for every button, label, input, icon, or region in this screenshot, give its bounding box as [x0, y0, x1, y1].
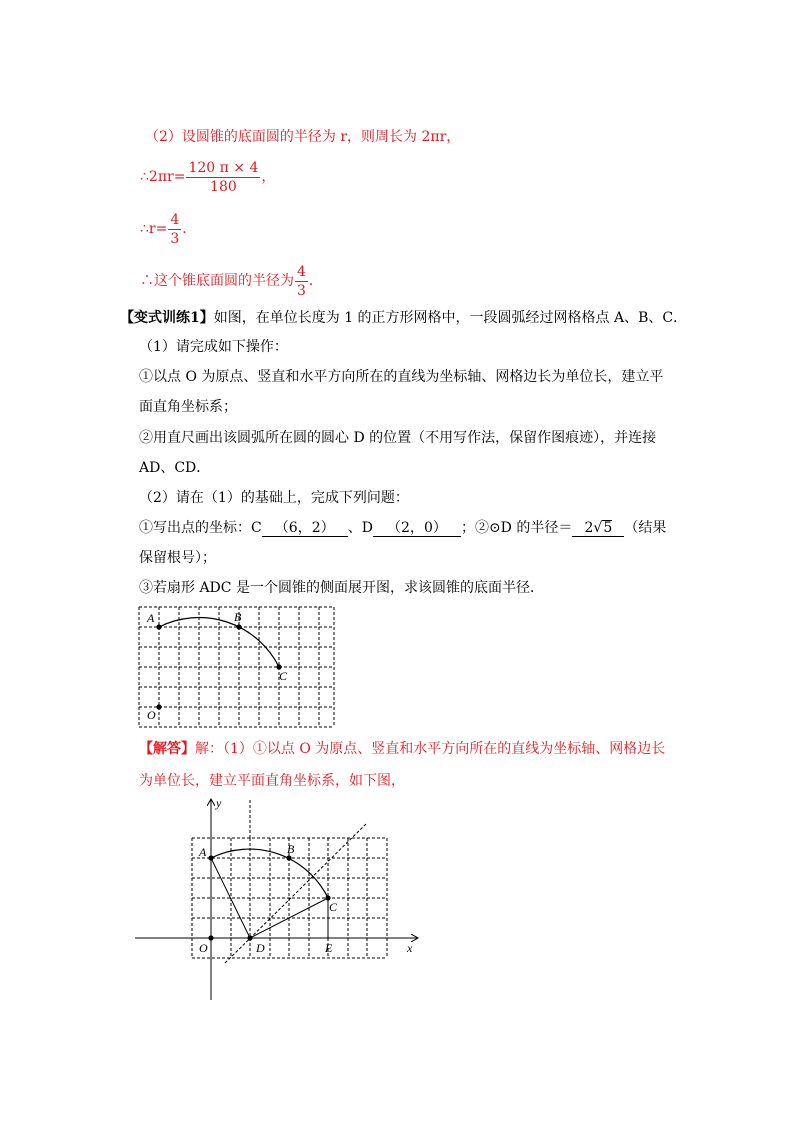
eq1-fraction [186, 159, 260, 196]
figure1-label-c: C [279, 669, 288, 683]
exercise-q2a-line1 [139, 518, 666, 538]
exercise-q1b-line1: ②用直尺画出该圆弧所在圆的圆心 D 的位置（不用写作法，保留作图痕迹），并连接 [139, 430, 657, 446]
conclusion-numerator: 4 [297, 263, 306, 280]
figure2-label-x: x [407, 941, 413, 955]
answer-line1-text: 解：（1）①以点 O 为原点、竖直和水平方向所在的直线为坐标轴、网格边长 [195, 741, 666, 757]
figure2-point-d [247, 935, 252, 940]
answer-radius [572, 520, 624, 537]
exercise-q1: （1）请完成如下操作： [139, 339, 288, 355]
conclusion-fraction [295, 263, 308, 300]
eq1-denominator: 180 [210, 178, 237, 195]
figure1-point-b [236, 624, 241, 629]
solution-eq1 [140, 158, 275, 196]
sqrt-sign-icon: √ [593, 520, 603, 536]
solution-part2-line1: （2）设圆锥的底面圆的半径为 r，则周长为 2πr， [145, 129, 461, 145]
answer-line1 [139, 739, 665, 759]
eq2-fraction [168, 211, 181, 248]
q2a-prefix: ①写出点的坐标：C [139, 520, 262, 536]
conclusion-denominator: 3 [297, 282, 306, 299]
figure1-point-o [156, 704, 161, 709]
figure2-point-b [286, 855, 291, 860]
figure2-label-e: E [325, 941, 333, 955]
exercise-q2: （2）请在（1）的基础上，完成下列问题： [139, 490, 409, 506]
exercise-q2b: ③若扇形 ADC 是一个圆锥的侧面展开图，求该圆锥的底面半径． [139, 580, 544, 596]
conclusion-suffix: ． [308, 273, 323, 289]
exercise-q1b-line2: AD、CD． [139, 460, 211, 476]
figure2-grid [192, 800, 387, 963]
radius-coefficient: 2 [584, 520, 594, 536]
answer-d-coordinate: （2，0） [373, 520, 461, 537]
figure1-label-o: O [147, 708, 156, 722]
answer-c-coordinate: （6，2） [262, 520, 348, 537]
eq1-prefix: ∴2πr= [140, 169, 186, 185]
exercise-tag: 【变式训练1】 [120, 310, 214, 326]
answer-line2: 为单位长，建立平面直角坐标系，如下图， [139, 773, 405, 789]
grid-figure-2 [135, 795, 430, 1005]
figure2-label-y: y [216, 796, 222, 810]
exercise-q1a-line2: 面直角坐标系； [139, 399, 237, 415]
eq2-numerator: 4 [170, 211, 180, 228]
conclusion-prefix: ∴这个锥底面圆的半径为 [140, 273, 294, 289]
figure2-label-a: A [199, 845, 207, 859]
figure2-label-d: D [256, 941, 265, 955]
exercise-stem-text: 如图，在单位长度为 1 的正方形网格中，一段圆弧经过网格格点 A、B、C． [213, 310, 688, 326]
q2a-suffix: （结果 [624, 520, 667, 536]
eq2-prefix: ∴r= [140, 221, 168, 237]
figure2-point-o [208, 935, 213, 940]
grid-figure-1 [120, 600, 350, 734]
q2a-mid: 、D [347, 520, 373, 536]
exercise-q2a-line2: 保留根号）； [139, 550, 216, 566]
eq2-suffix: ． [182, 221, 197, 237]
eq1-suffix: ， [261, 169, 276, 185]
figure2-label-c: C [329, 900, 338, 914]
figure1-label-a: A [147, 611, 155, 625]
solution-conclusion [140, 262, 323, 300]
exercise-stem [120, 308, 687, 328]
figure1-label-b: B [234, 610, 242, 624]
figure1-grid [139, 607, 334, 727]
eq2-denominator: 3 [170, 230, 180, 247]
radius-radicand: 5 [603, 520, 613, 536]
figure2-label-o: O [199, 941, 208, 955]
answer-tag: 【解答】 [139, 741, 195, 757]
figure2-point-a [208, 855, 213, 860]
exercise-q1a-line1: ①以点 O 为原点、竖直和水平方向所在的直线为坐标轴、网格边长为单位长，建立平 [139, 369, 664, 385]
figure2-label-b: B [287, 842, 295, 856]
q2a-radius-prefix: ；②⊙D 的半径＝ [460, 520, 573, 536]
figure1-point-a [156, 624, 161, 629]
solution-eq2 [140, 210, 196, 248]
eq1-numerator: 120 π × 4 [188, 159, 259, 176]
